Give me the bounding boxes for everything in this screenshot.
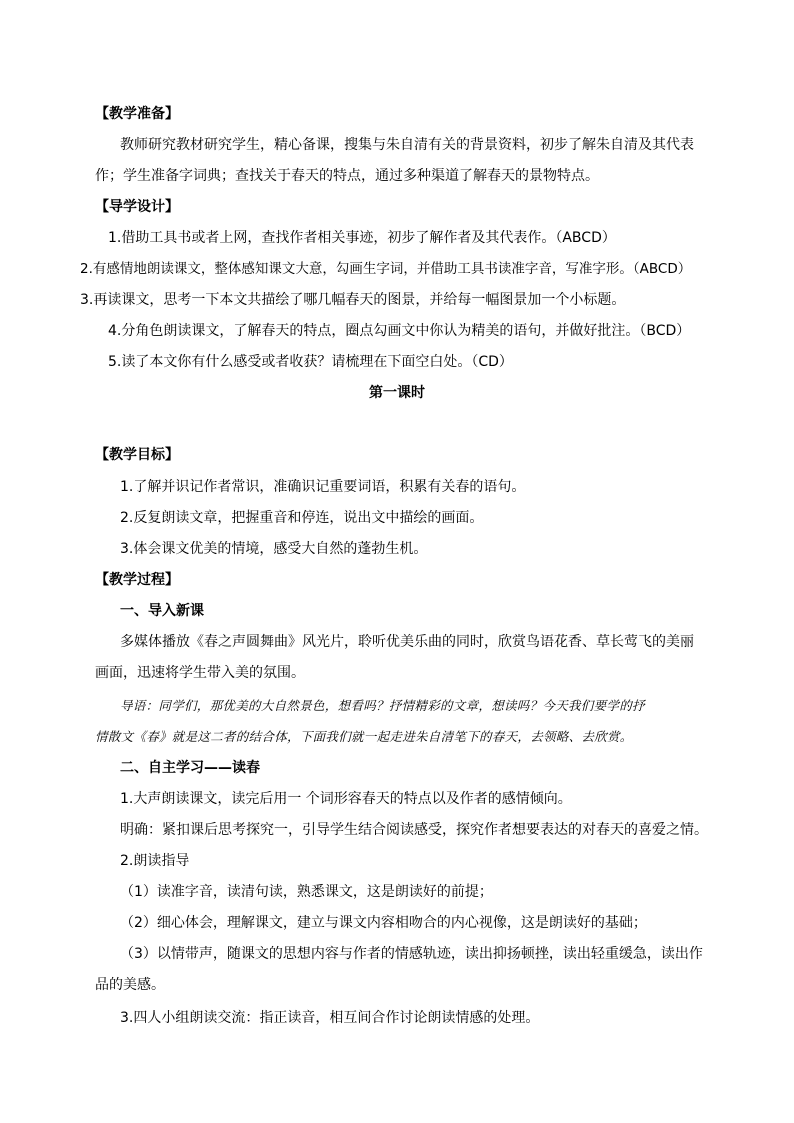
goals-heading: 【教学目标】	[95, 447, 179, 463]
section-1-line-1: 多媒体播放《春之声圆舞曲》风光片，聆听优美乐曲的同时，欣赏鸟语花香、草长莺飞的美丽	[120, 634, 694, 650]
section-2-sub-3-line-1: （3）以情带声，随课文的思想内容与作者的情感轨迹，读出抑扬顿挫，读出轻重缓急，读出作	[120, 946, 703, 962]
goal-item-2: 2.反复朗读文章，把握重音和停连，说出文中描绘的画面。	[120, 510, 484, 526]
guide-speech-line-2: 情散文《春》就是这二者的结合体，下面我们就一起走进朱自清笔下的春天，去领略、去欣赏。	[95, 729, 633, 744]
guide-design-item-5: 5.读了本文你有什么感受或者收获？请梳理在下面空白处。（CD）	[108, 354, 513, 370]
section-1-title: 一、导入新课	[120, 603, 204, 619]
guide-speech-line-1: 导语：同学们，那优美的大自然景色，想看吗？抒情精彩的文章，想读吗？今天我们要学的抒	[120, 698, 645, 713]
prep-text-line-1: 教师研究教材研究学生，精心备课，搜集与朱自清有关的背景资料，初步了解朱自清及其代表	[120, 137, 694, 153]
section-2-sub-1: （1）读准字音，读清句读，熟悉课文，这是朗读好的前提；	[120, 884, 493, 900]
guide-design-item-4: 4.分角色朗读课文，了解春天的特点，圈点勾画文中你认为精美的语句，并做好批注。（BCD）	[108, 323, 691, 339]
prep-text-line-2: 作；学生准备字词典；查找关于春天的特点，通过多种渠道了解春天的景物特点。	[95, 168, 599, 184]
section-1-line-2: 画面，迅速将学生带入美的氛围。	[95, 665, 305, 681]
goal-item-3: 3.体会课文优美的情境，感受大自然的蓬勃生机。	[120, 541, 428, 557]
guide-design-item-1: 1.借助工具书或者上网，查找作者相关事迹，初步了解作者及其代表作。（ABCD）	[108, 230, 616, 246]
guide-design-item-2: 2.有感情地朗读课文，整体感知课文大意，勾画生字词，并借助工具书读准字音，写准字形。（ABCD）	[80, 261, 692, 277]
goal-item-1: 1.了解并识记作者常识，准确识记重要词语，积累有关春的语句。	[120, 479, 526, 495]
guide-design-item-3: 3.再读课文，思考一下本文共描绘了哪几幅春天的图景，并给每一幅图景加一个小标题。	[80, 292, 626, 308]
section-2-sub-2: （2）细心体会，理解课文，建立与课文内容相吻合的内心视像，这是朗读好的基础；	[120, 915, 647, 931]
guide-design-heading: 【导学设计】	[95, 199, 179, 215]
section-2-sub-3-line-2: 品的美感。	[95, 977, 165, 993]
lesson-title: 第一课时	[369, 385, 425, 401]
section-2-item-1: 1.大声朗读课文，读完后用一 个词形容春天的特点以及作者的感情倾向。	[120, 791, 572, 807]
section-2-title: 二、自主学习——读春	[120, 760, 260, 776]
section-2-item-3: 3.四人小组朗读交流：指正读音，相互间合作讨论朗读情感的处理。	[120, 1010, 540, 1026]
section-2-clarify: 明确：紧扣课后思考探究一，引导学生结合阅读感受，探究作者想要表达的对春天的喜爱之情。	[120, 822, 708, 838]
section-2-item-2: 2.朗读指导	[120, 853, 190, 869]
process-heading: 【教学过程】	[95, 572, 179, 588]
prep-heading: 【教学准备】	[95, 106, 179, 122]
